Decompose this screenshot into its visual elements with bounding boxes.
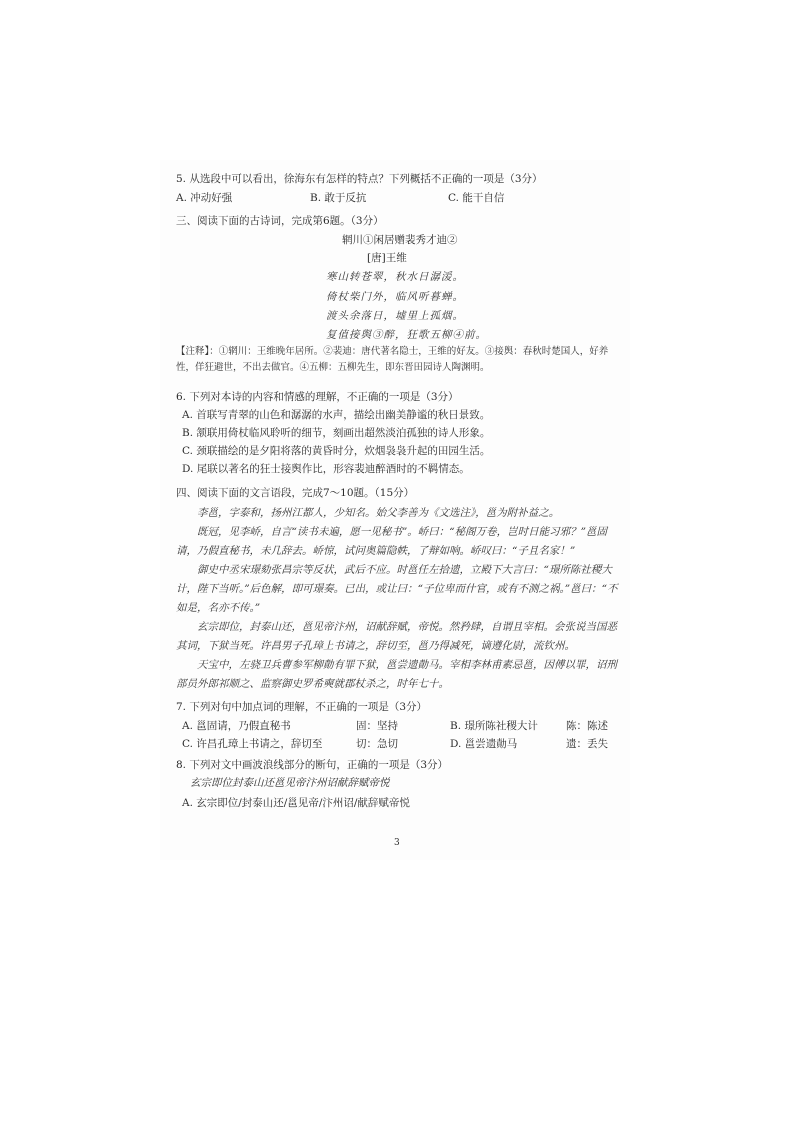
poem-author: [唐]王维: [367, 252, 407, 264]
poem-line-1: 寒山转苍翠，秋水日潺湲。: [326, 271, 464, 283]
poem-line-3: 渡头余落日，墟里上孤烟。: [326, 310, 464, 322]
passage-paragraph-4: 玄宗即位，封泰山还，邕见帝汴州，诏献辞赋，帝悦。然矜肆，自谓且宰相。会张说当国恶其词，下狱当死。许昌男子孔璋上书请之，辞切至，邕乃得减死，谪遵化尉，流钦州。: [176, 621, 617, 652]
q7-option-d-gloss: 遗：丢失: [566, 738, 608, 750]
q7-stem: 7. 下列对句中加点词的理解，不正确的一项是（3分）: [176, 701, 428, 713]
q6-stem: 6. 下列对本诗的内容和情感的理解，不正确的一项是（3分）: [176, 391, 459, 403]
poem-notes: 【注释】：①辋川：王维晚年居所。②裴迪：唐代著名隐士，王维的好友。③接舆：春秋时楚国人，好养性，佯狂避世，不出去做官。④五柳：五柳先生，即东晋田园诗人陶渊明。: [176, 346, 609, 373]
q8-sentence: 玄宗即位封泰山还邕见帝汴州诏献辞赋帝悦: [190, 777, 390, 789]
section3-heading: 三、阅读下面的古诗词，完成第6题。（3分）: [176, 215, 384, 227]
q5-option-b: B. 敢于反抗: [310, 192, 367, 204]
poem-line-2: 倚杖柴门外，临风听暮蝉。: [326, 291, 464, 303]
q6-option-d: D. 尾联以著名的狂士接舆作比，形容裴迪醉酒时的不羁情态。: [182, 463, 470, 475]
passage-paragraph-1: 李邕，字泰和，扬州江都人，少知名。始父李善为《文选注》，邕为附补益之。: [197, 507, 560, 519]
q8-option-a: A. 玄宗即位/封泰山还/邕见帝/汴州诏/献辞赋帝悦: [182, 797, 410, 809]
q7-option-a-gloss: 固：坚持: [356, 720, 398, 732]
q7-option-b: B. 璟所陈社稷大计: [450, 720, 538, 732]
poem-title: 辋川①闲居赠裴秀才迪②: [342, 234, 458, 246]
q5-stem: 5. 从选段中可以看出，徐海东有怎样的特点？下列概括不正确的一项是（3分）: [176, 173, 543, 185]
q7-option-b-gloss: 陈：陈述: [566, 720, 608, 732]
classical-passage: [176, 504, 626, 694]
passage-paragraph-3: 御史中丞宋璟劾张昌宗等反状，武后不应。时邕任左拾遗，立殿下大言曰：“璟所陈社稷大计，陛下当听。”后色解，即可璟奏。已出，或让曰：“子位卑而什官，或有不测之祸。”邕曰：“不如是，名亦不传。”: [176, 564, 618, 614]
q6-option-b: B. 颔联用倚杖临风聆听的细节，刻画出超然淡泊孤独的诗人形象。: [182, 427, 491, 439]
page-number: 3: [394, 838, 400, 848]
q5-option-a: A. 冲动好强: [176, 192, 233, 204]
q7-option-c-gloss: 切：急切: [356, 738, 398, 750]
poem-line-4: 复值接舆③醉，狂歌五柳④前。: [326, 329, 487, 341]
q6-option-a: A. 首联写青翠的山色和潺潺的水声，描绘出幽美静谧的秋日景致。: [182, 409, 491, 421]
q7-option-a: A. 邕固请，乃假直秘书: [182, 720, 291, 732]
q8-stem: 8. 下列对文中画波浪线部分的断句，正确的一项是（3分）: [176, 759, 449, 771]
section4-heading: 四、阅读下面的文言语段，完成7～10题。（15分）: [176, 487, 415, 499]
q5-option-c: C. 能干自信: [448, 192, 505, 204]
q7-option-c: C. 许昌孔璋上书请之，辞切至: [182, 738, 323, 750]
q7-option-d: D. 邕尝遗勣马: [450, 738, 518, 750]
q6-option-c: C. 颈联描绘的是夕阳将落的黄昏时分，炊烟袅袅升起的田园生活。: [182, 445, 491, 457]
passage-paragraph-5: 天宝中，左骁卫兵曹参军柳勣有罪下狱，邕尝遗勣马。宰相李林甫素忌邕，因傅以罪，诏刑部员外郎祁顺之、监察御史罗希奭就郡杖杀之，时年七十。: [176, 659, 617, 690]
passage-paragraph-2: 既冠，见李峤，自言“读书未遍，愿一见秘书”。峤曰：“秘阁万卷，岂时日能习邪？”邕固请，乃假直秘书，未几辞去。峤惊，试问奥篇隐帙，了辩如响。峤叹曰：“子且名家！”: [176, 526, 607, 557]
